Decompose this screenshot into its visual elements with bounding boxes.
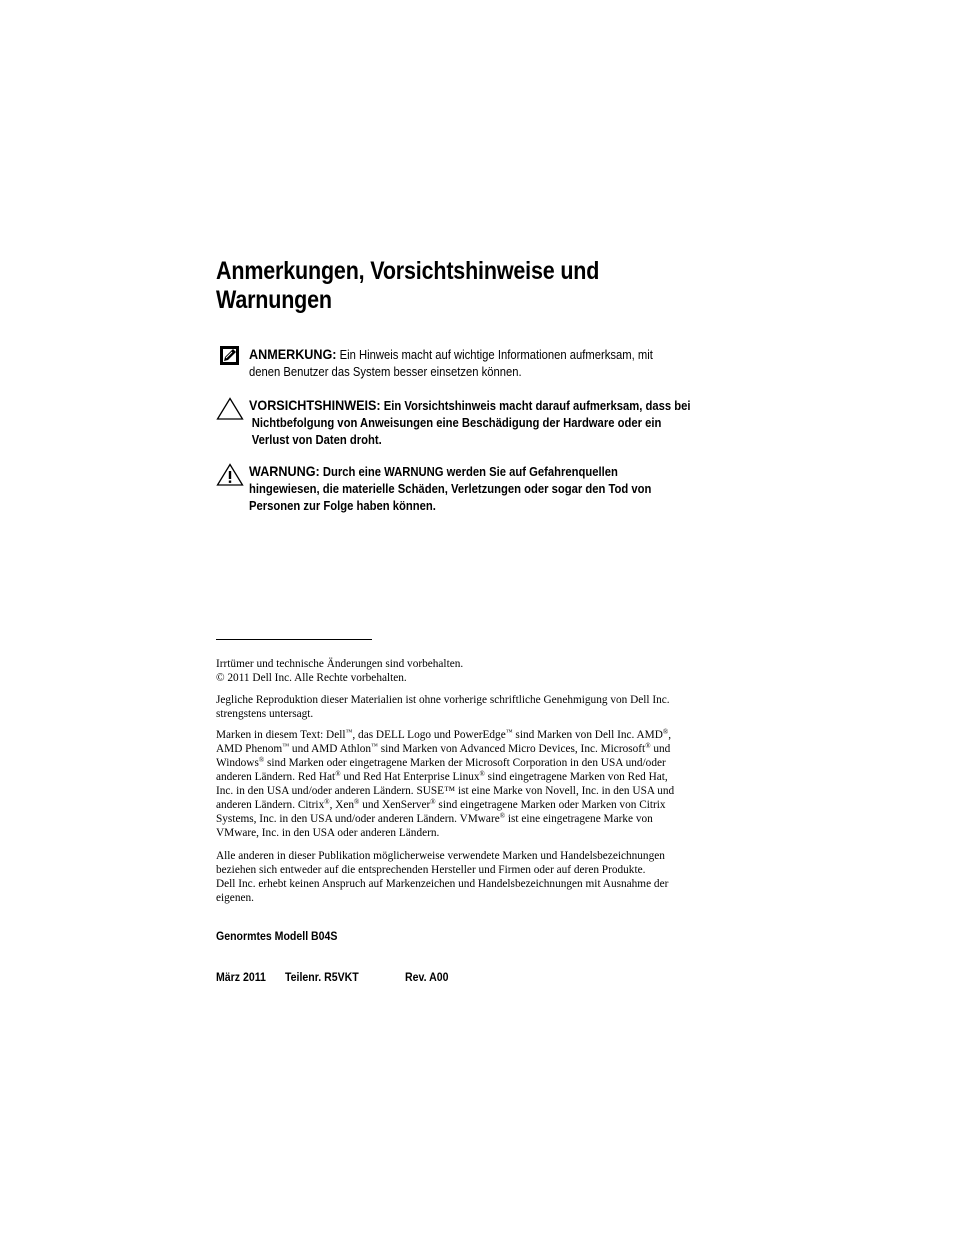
warning-text-line-3: Personen zur Folge haben können. bbox=[249, 499, 436, 513]
page-title-line-1: Anmerkungen, Vorsichtshinweise und bbox=[216, 257, 600, 285]
regulatory-model: Genormtes Modell B04S bbox=[216, 929, 338, 943]
warning-notice bbox=[216, 463, 736, 515]
warning-exclamation-triangle-icon bbox=[216, 463, 244, 487]
errata-line-1: Irrtümer und technische Änderungen sind vorbehalten. bbox=[216, 658, 464, 670]
trademark-text: ist eine eingetragene Marke von bbox=[505, 813, 653, 825]
warning-text-line-1: Durch eine WARNUNG werden Sie auf Gefahrenquellen bbox=[319, 465, 618, 479]
trademark-text: und AMD Athlon bbox=[289, 743, 372, 755]
registered-symbol: ® bbox=[324, 798, 330, 806]
registered-symbol: ® bbox=[662, 728, 669, 736]
trademark-text: , bbox=[668, 729, 672, 741]
trademark-symbol: ™ bbox=[282, 742, 290, 750]
note-notice bbox=[216, 346, 736, 381]
caution-text-line-1: Ein Vorsichtshinweis macht darauf aufmerksam, dass bei bbox=[380, 399, 691, 413]
caution-text-line-3: Verlust von Daten droht. bbox=[251, 433, 382, 447]
trademark-text: anderen Ländern. Citrix bbox=[216, 799, 325, 811]
trademark-text: und bbox=[650, 743, 671, 755]
trademark-text: Marken in diesem Text: Dell bbox=[216, 729, 346, 741]
note-label: ANMERKUNG: bbox=[249, 346, 337, 362]
others-line-3: Dell Inc. erhebt keinen Anspruch auf Markenzeichen und Handelsbezeichnungen mit Ausnahme der bbox=[216, 878, 669, 890]
page-title-line-2: Warnungen bbox=[216, 286, 332, 314]
warning-label: WARNUNG: bbox=[249, 463, 320, 479]
page-title bbox=[216, 257, 663, 315]
trademark-text: sind Marken von Dell Inc. AMD bbox=[512, 729, 663, 741]
warning-text-line-2: hingewiesen, die materielle Schäden, Verletzungen oder sogar den Tod von bbox=[249, 482, 652, 496]
note-text-line-1: Ein Hinweis macht auf wichtige Informationen aufmerksam, mit bbox=[336, 348, 653, 362]
trademark-text: Windows bbox=[216, 757, 259, 769]
trademark-text: VMware, Inc. in den USA oder anderen Ländern. bbox=[216, 827, 440, 839]
others-line-1: Alle anderen in dieser Publikation möglicherweise verwendete Marken und Handelsbezeichnungen bbox=[216, 850, 665, 862]
trademark-symbol: ™ bbox=[505, 728, 513, 736]
trademark-text: Inc. in den USA und/oder anderen Ländern. SUSE™ ist eine Marke von Novell, Inc. in den USA und bbox=[216, 785, 675, 797]
pencil-note-icon bbox=[216, 346, 244, 370]
copyright-line: © 2011 Dell Inc. Alle Rechte vorbehalten. bbox=[216, 672, 407, 684]
trademark-text: und XenServer bbox=[359, 799, 431, 811]
registered-symbol: ® bbox=[430, 798, 436, 806]
reproduction-line-2: strengstens untersagt. bbox=[216, 708, 314, 720]
footer-date: März 2011 bbox=[216, 970, 266, 984]
caution-label: VORSICHTSHINWEIS: bbox=[249, 397, 381, 413]
caution-triangle-icon bbox=[216, 397, 244, 421]
registered-symbol: ® bbox=[479, 770, 485, 778]
errata-paragraph bbox=[216, 657, 716, 685]
registered-symbol: ® bbox=[645, 742, 651, 750]
trademark-text: anderen Ländern. Red Hat bbox=[216, 771, 336, 783]
others-line-4: eigenen. bbox=[216, 892, 254, 904]
registered-symbol: ® bbox=[335, 770, 341, 778]
reproduction-paragraph bbox=[216, 693, 716, 721]
trademark-text: Systems, Inc. in den USA und/oder anderen Ländern. VMware bbox=[216, 813, 500, 825]
trademark-text: und Red Hat Enterprise Linux bbox=[340, 771, 480, 783]
trademark-text: , Xen bbox=[329, 799, 355, 811]
registered-symbol: ® bbox=[354, 798, 360, 806]
other-trademarks-paragraph bbox=[216, 849, 716, 905]
trademark-text: sind Marken von Advanced Micro Devices, Inc. Microsoft bbox=[377, 743, 646, 755]
footnote-divider bbox=[216, 639, 372, 640]
trademark-text: sind eingetragene Marken von Red Hat, bbox=[484, 771, 668, 783]
registered-symbol: ® bbox=[499, 812, 506, 820]
trademark-text: sind eingetragene Marken oder Marken von Citrix bbox=[435, 799, 666, 811]
registered-symbol: ® bbox=[258, 756, 265, 764]
trademark-text: , das DELL Logo und PowerEdge bbox=[352, 729, 506, 741]
others-line-2: beziehen sich entweder auf die entsprechenden Hersteller und Firmen oder auf deren Produkte. bbox=[216, 864, 646, 876]
footer-part-number: Teilenr. R5VKT bbox=[285, 970, 359, 984]
footer-revision: Rev. A00 bbox=[405, 970, 449, 984]
caution-notice bbox=[216, 397, 736, 449]
reproduction-line-1: Jegliche Reproduktion dieser Materialien ist ohne vorherige schriftliche Genehmigung von Dell Inc. bbox=[216, 694, 670, 706]
trademark-text: sind Marken oder eingetragene Marken der Microsoft Corporation in den USA und/oder bbox=[264, 757, 666, 769]
trademark-symbol: ™ bbox=[345, 728, 353, 736]
note-text-line-2: denen Benutzer das System besser einsetzen können. bbox=[249, 365, 522, 379]
trademarks-paragraph bbox=[216, 728, 716, 840]
trademark-text: AMD Phenom bbox=[216, 743, 283, 755]
trademark-symbol: ™ bbox=[371, 742, 378, 750]
caution-text-line-2: Nichtbefolgung von Anweisungen eine Beschädigung der Hardware oder ein bbox=[251, 416, 662, 430]
